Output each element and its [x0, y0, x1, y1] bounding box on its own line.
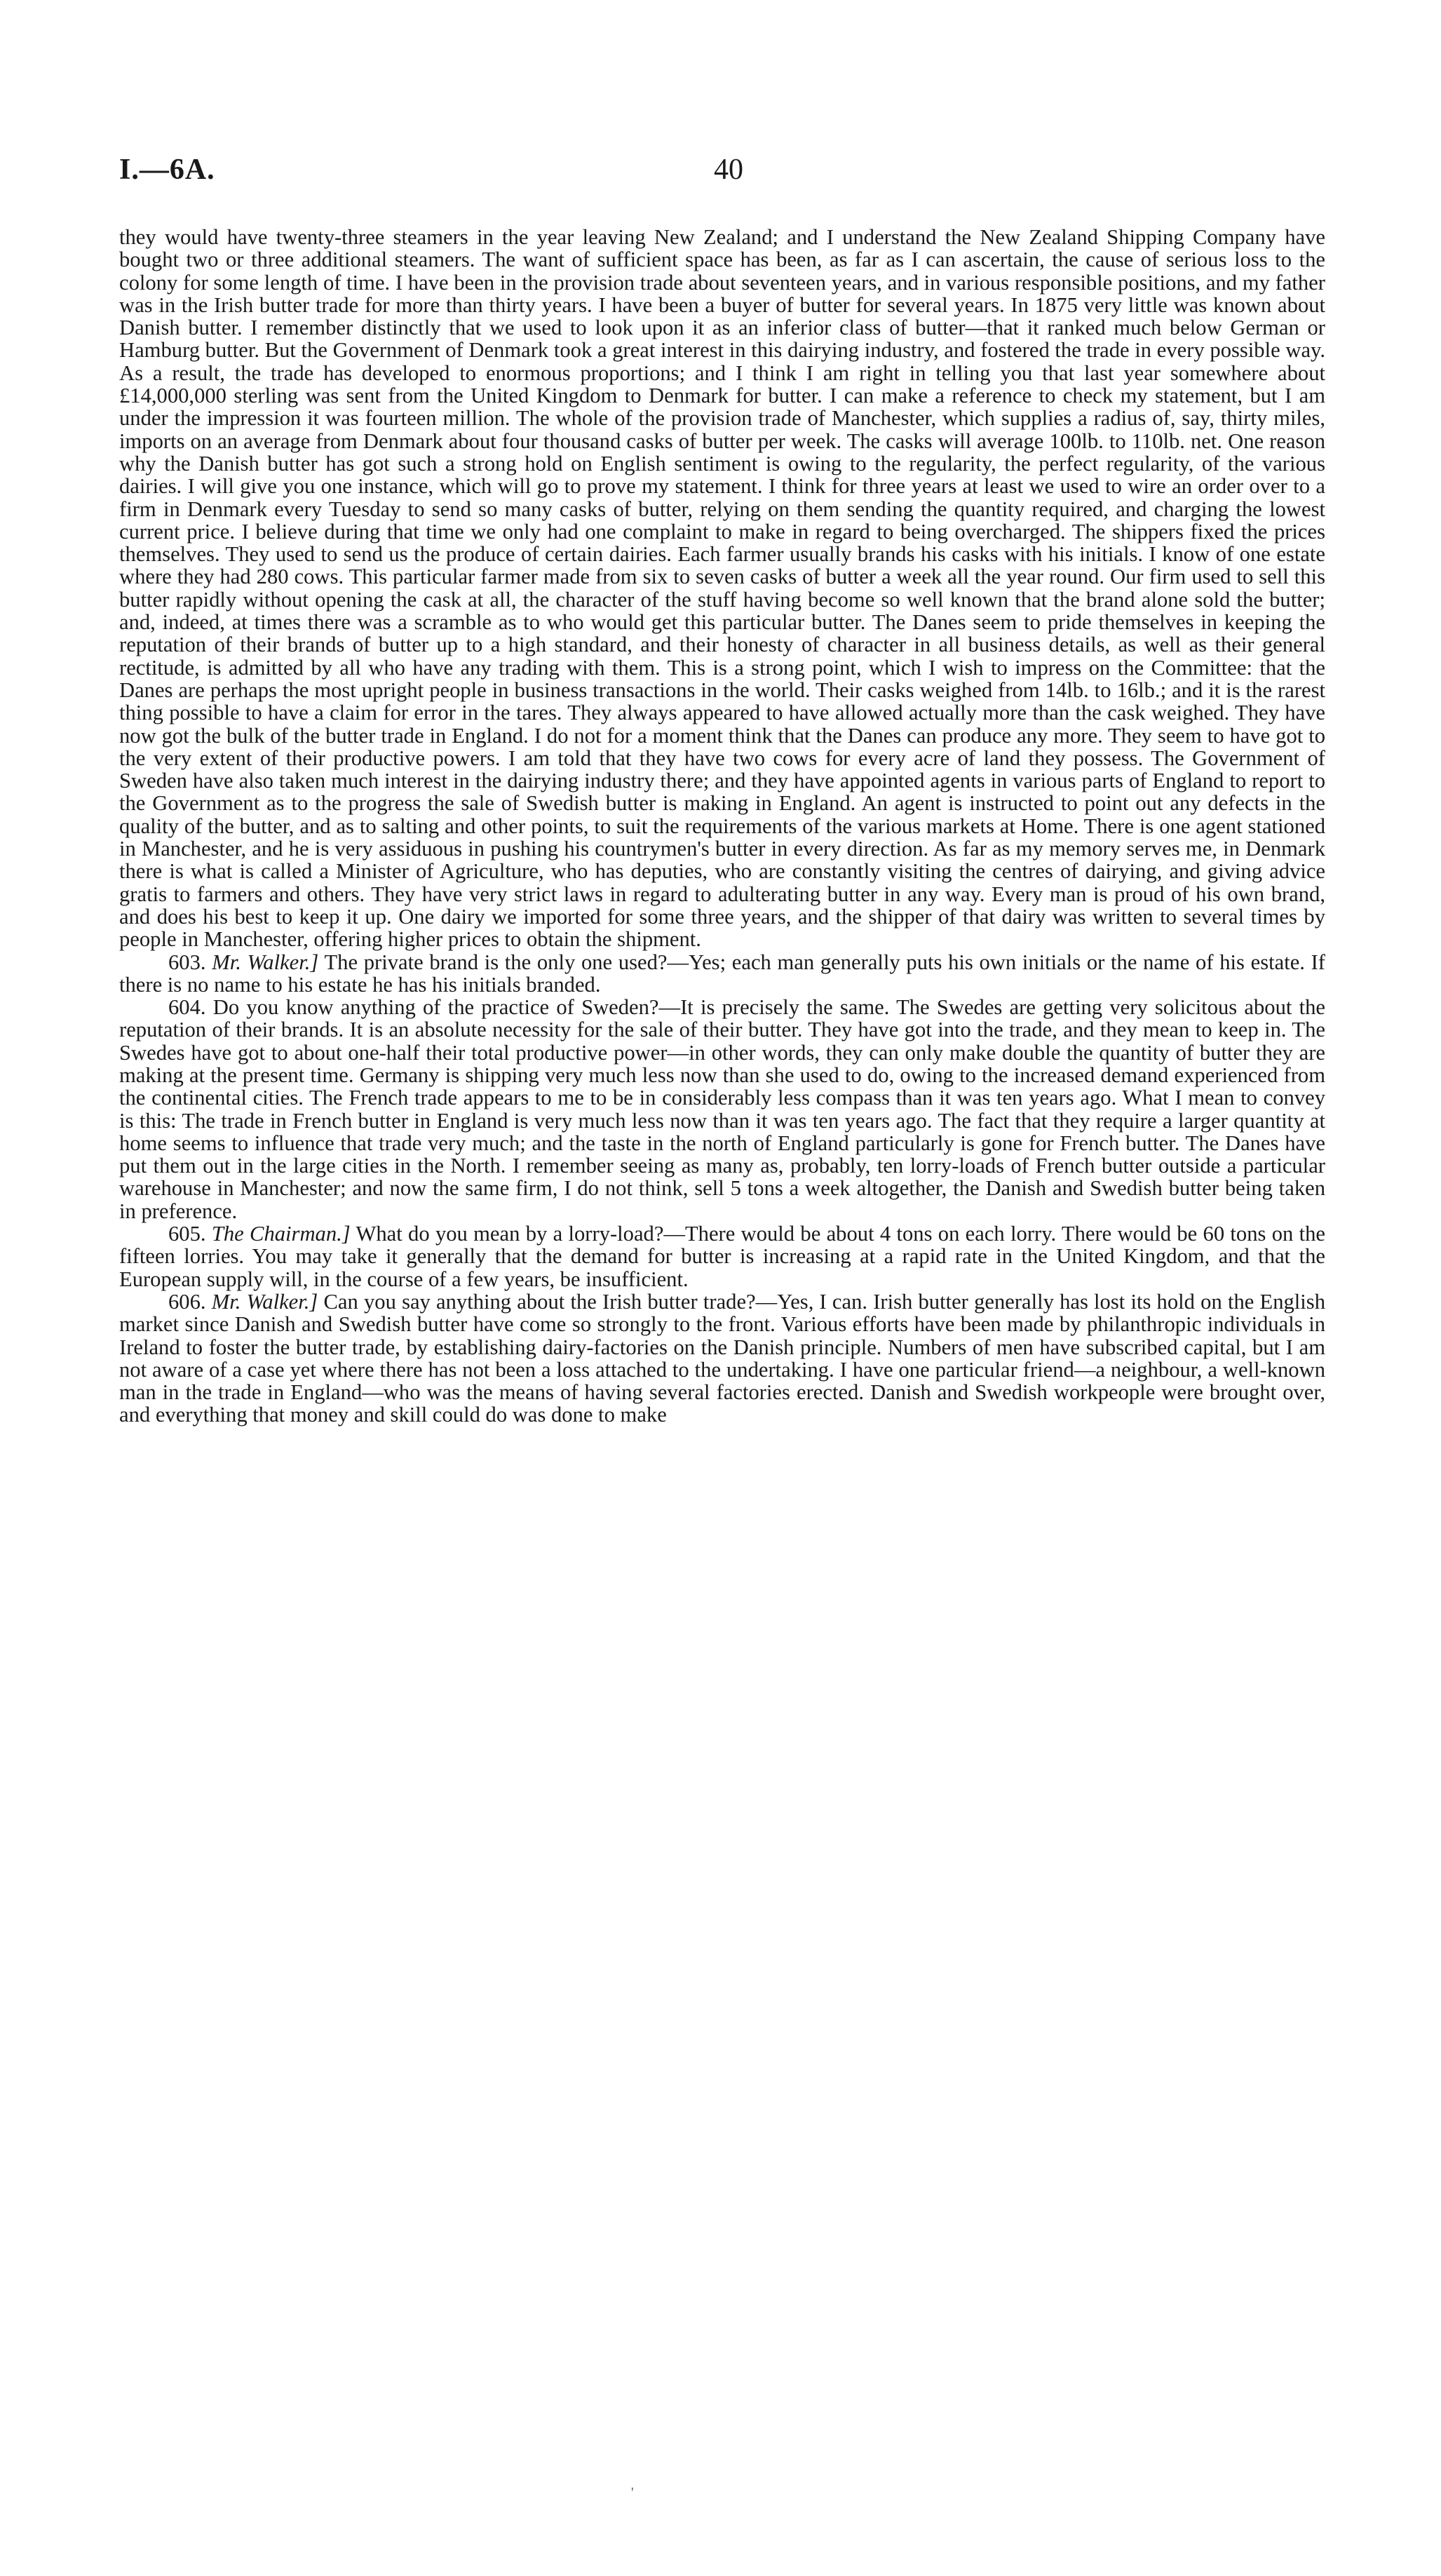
speaker-name: Mr. Walker.] — [211, 1289, 318, 1314]
page-header — [119, 153, 1325, 195]
paragraph-text: they would have twenty-three steamers in the year leaving New Zealand; and I understand the New Zealand Shipping Company have bought two or three additional steamers. The want of sufficient space has been, as far as I can ascertain, the cause of serious loss to the colony for some length of time. I have been in the provision trade about seventeen years, and in various responsible positions, and my father was in the Irish butter trade for more than thirty years. I have been a buyer of butter for several years. In 1875 very little was known about Danish butter. I remember distinctly that we used to look upon it as an inferior class of butter—that it ranked much below German or Hamburg butter. But the Government of Denmark took a great interest in this dairying industry, and fostered the trade in every possible way. As a result, the trade has developed to enormous proportions; and I think I am right in telling you that last year somewhere about £14,000,000 sterling was sent from the United Kingdom to Denmark for butter. I can make a reference to check my statement, but I am under the impression it was fourteen million. The whole of the provision trade of Manchester, which supplies a radius of, say, thirty miles, imports on an average from Denmark about four thousand casks of butter per week. The casks will average 100lb. to 110lb. net. One reason why the Danish butter has got such a strong hold on English sentiment is owing to the regularity, the perfect regularity, of the various dairies. I will give you one instance, which will go to prove my statement. I think for three years at least we used to wire an order over to a firm in Denmark every Tuesday to send so many casks of butter, relying on them sending the quantity required, and charging the lowest current price. I believe during that time we only had one complaint to make in regard to being overcharged. The shippers fixed the prices themselves. They used to send us the produce of certain dairies. Each farmer usually brands his casks with his initials. I know of one estate where they had 280 cows. This particular farmer made from six to seven casks of butter a week all the year round. Our firm used to sell this butter rapidly without opening the cask at all, the character of the stuff having become so well known that the brand alone sold the butter; and, indeed, at times there was a scramble as to who would get this particular butter. The Danes seem to pride themselves in keeping the reputation of their brands of butter up to a high standard, and their honesty of character in all business details, as well as their general rectitude, is admitted by all who have any trading with them. This is a strong point, which I wish to impress on the Committee: that the Danes are perhaps the most upright people in business transactions in the world. Their casks weighed from 14lb. to 16lb.; and it is the rarest thing possible to have a claim for error in the tares. They always appeared to have allowed actually more than the cask weighed. They have now got the bulk of the butter trade in England. I do not for a moment think that the Danes can produce any more. They seem to have got to the very extent of their productive powers. I am told that they have two cows for every acre of land they possess. The Government of Sweden have also taken much interest in the dairying industry there; and they have appointed agents in various parts of England to report to the Government as to the progress the sale of Swedish butter is making in England. An agent is instructed to point out any defects in the quality of the butter, and as to salting and other points, to suit the requirements of the various markets at Home. There is one agent stationed in Manchester, and he is very assiduous in pushing his countrymen's butter in every direction. As far as my memory serves me, in Denmark there is what is called a Minister of Agriculture, who has deputies, who are constantly visiting the centres of dairying, and giving advice gratis to farmers and others. They have very strict laws in regard to adulterating butter in any way. Every man is proud of his own brand, and does his best to keep it up. One dairy we imported for some three years, and the shipper of that dairy was written to several times by people in Manchester, offering higher prices to obtain the shipment. — [119, 225, 1325, 952]
body-text — [119, 226, 1325, 1427]
paragraph-606 — [119, 1290, 1325, 1427]
speaker-name: Mr. Walker.] — [212, 950, 319, 974]
paragraph-603 — [119, 951, 1325, 997]
paragraph-604 — [119, 996, 1325, 1222]
speaker-name: The Chairman.] — [211, 1222, 351, 1246]
question-number: 603. — [168, 950, 206, 974]
question-number: 604. — [168, 995, 206, 1020]
document-reference: I.—6A. — [119, 154, 215, 186]
paragraph-text: Do you know anything of the practice of Sweden?—It is precisely the same. The Swedes are getting very solicitous about the reputation of their brands. It is an absolute necessity for the sale of their butter. They have got into the trade, and they mean to keep in. The Swedes have got to about one-half their total productive power—in other words, they can only make double the quantity of butter they are making at the present time. Germany is shipping very much less now than she used to do, owing to the increased demand experienced from the continental cities. The French trade appears to me to be in considerably less compass than it was ten years ago. What I mean to convey is this: The trade in French butter in England is very much less now than it was ten years ago. The fact that they require a larger quantity at home seems to influence that trade very much; and the taste in the north of England particularly is gone for French butter. The Danes have put them out in the large cities in the North. I remember seeing as many as, probably, ten lorry-loads of French butter outside a particular warehouse in Manchester; and now the same firm, I do not think, sell 5 tons a week altogether, the Danish and Swedish butter being taken in preference. — [119, 995, 1325, 1223]
paragraph-text: What do you mean by a lorry-load?—There would be about 4 tons on each lorry. There would be 60 tons on the fifteen lorries. You may take it generally that the demand for butter is increasing at a rapid rate in the United Kingdom, and that the European supply will, in the course of a few years, be insufficient. — [119, 1222, 1326, 1291]
footer-mark: ' — [631, 2485, 634, 2500]
paragraph-text: Can you say anything about the Irish butter trade?—Yes, I can. Irish butter generally has lost its hold on the English market since Danish and Swedish butter have come so strongly to the front. Various efforts have been made by philanthropic individuals in Ireland to foster the butter trade, by establishing dairy-factories on the Danish principle. Numbers of men have subscribed capital, but I am not aware of a case yet where there has not been a loss attached to the undertaking. I have one particular friend—a neighbour, a well-known man in the trade in England—who was the means of having several factories erected. Danish and Swedish workpeople were brought over, and everything that money and skill could do was done to make — [119, 1289, 1325, 1427]
question-number: 606. — [168, 1289, 206, 1314]
paragraph-continuation — [119, 226, 1325, 951]
paragraph-text: The private brand is the only one used?—Yes; each man generally puts his own initials or the name of his estate. If there is no name to his estate he has his initials branded. — [119, 950, 1325, 997]
paragraph-605 — [119, 1222, 1325, 1290]
page-number: 40 — [714, 154, 743, 186]
question-number: 605. — [168, 1222, 206, 1246]
